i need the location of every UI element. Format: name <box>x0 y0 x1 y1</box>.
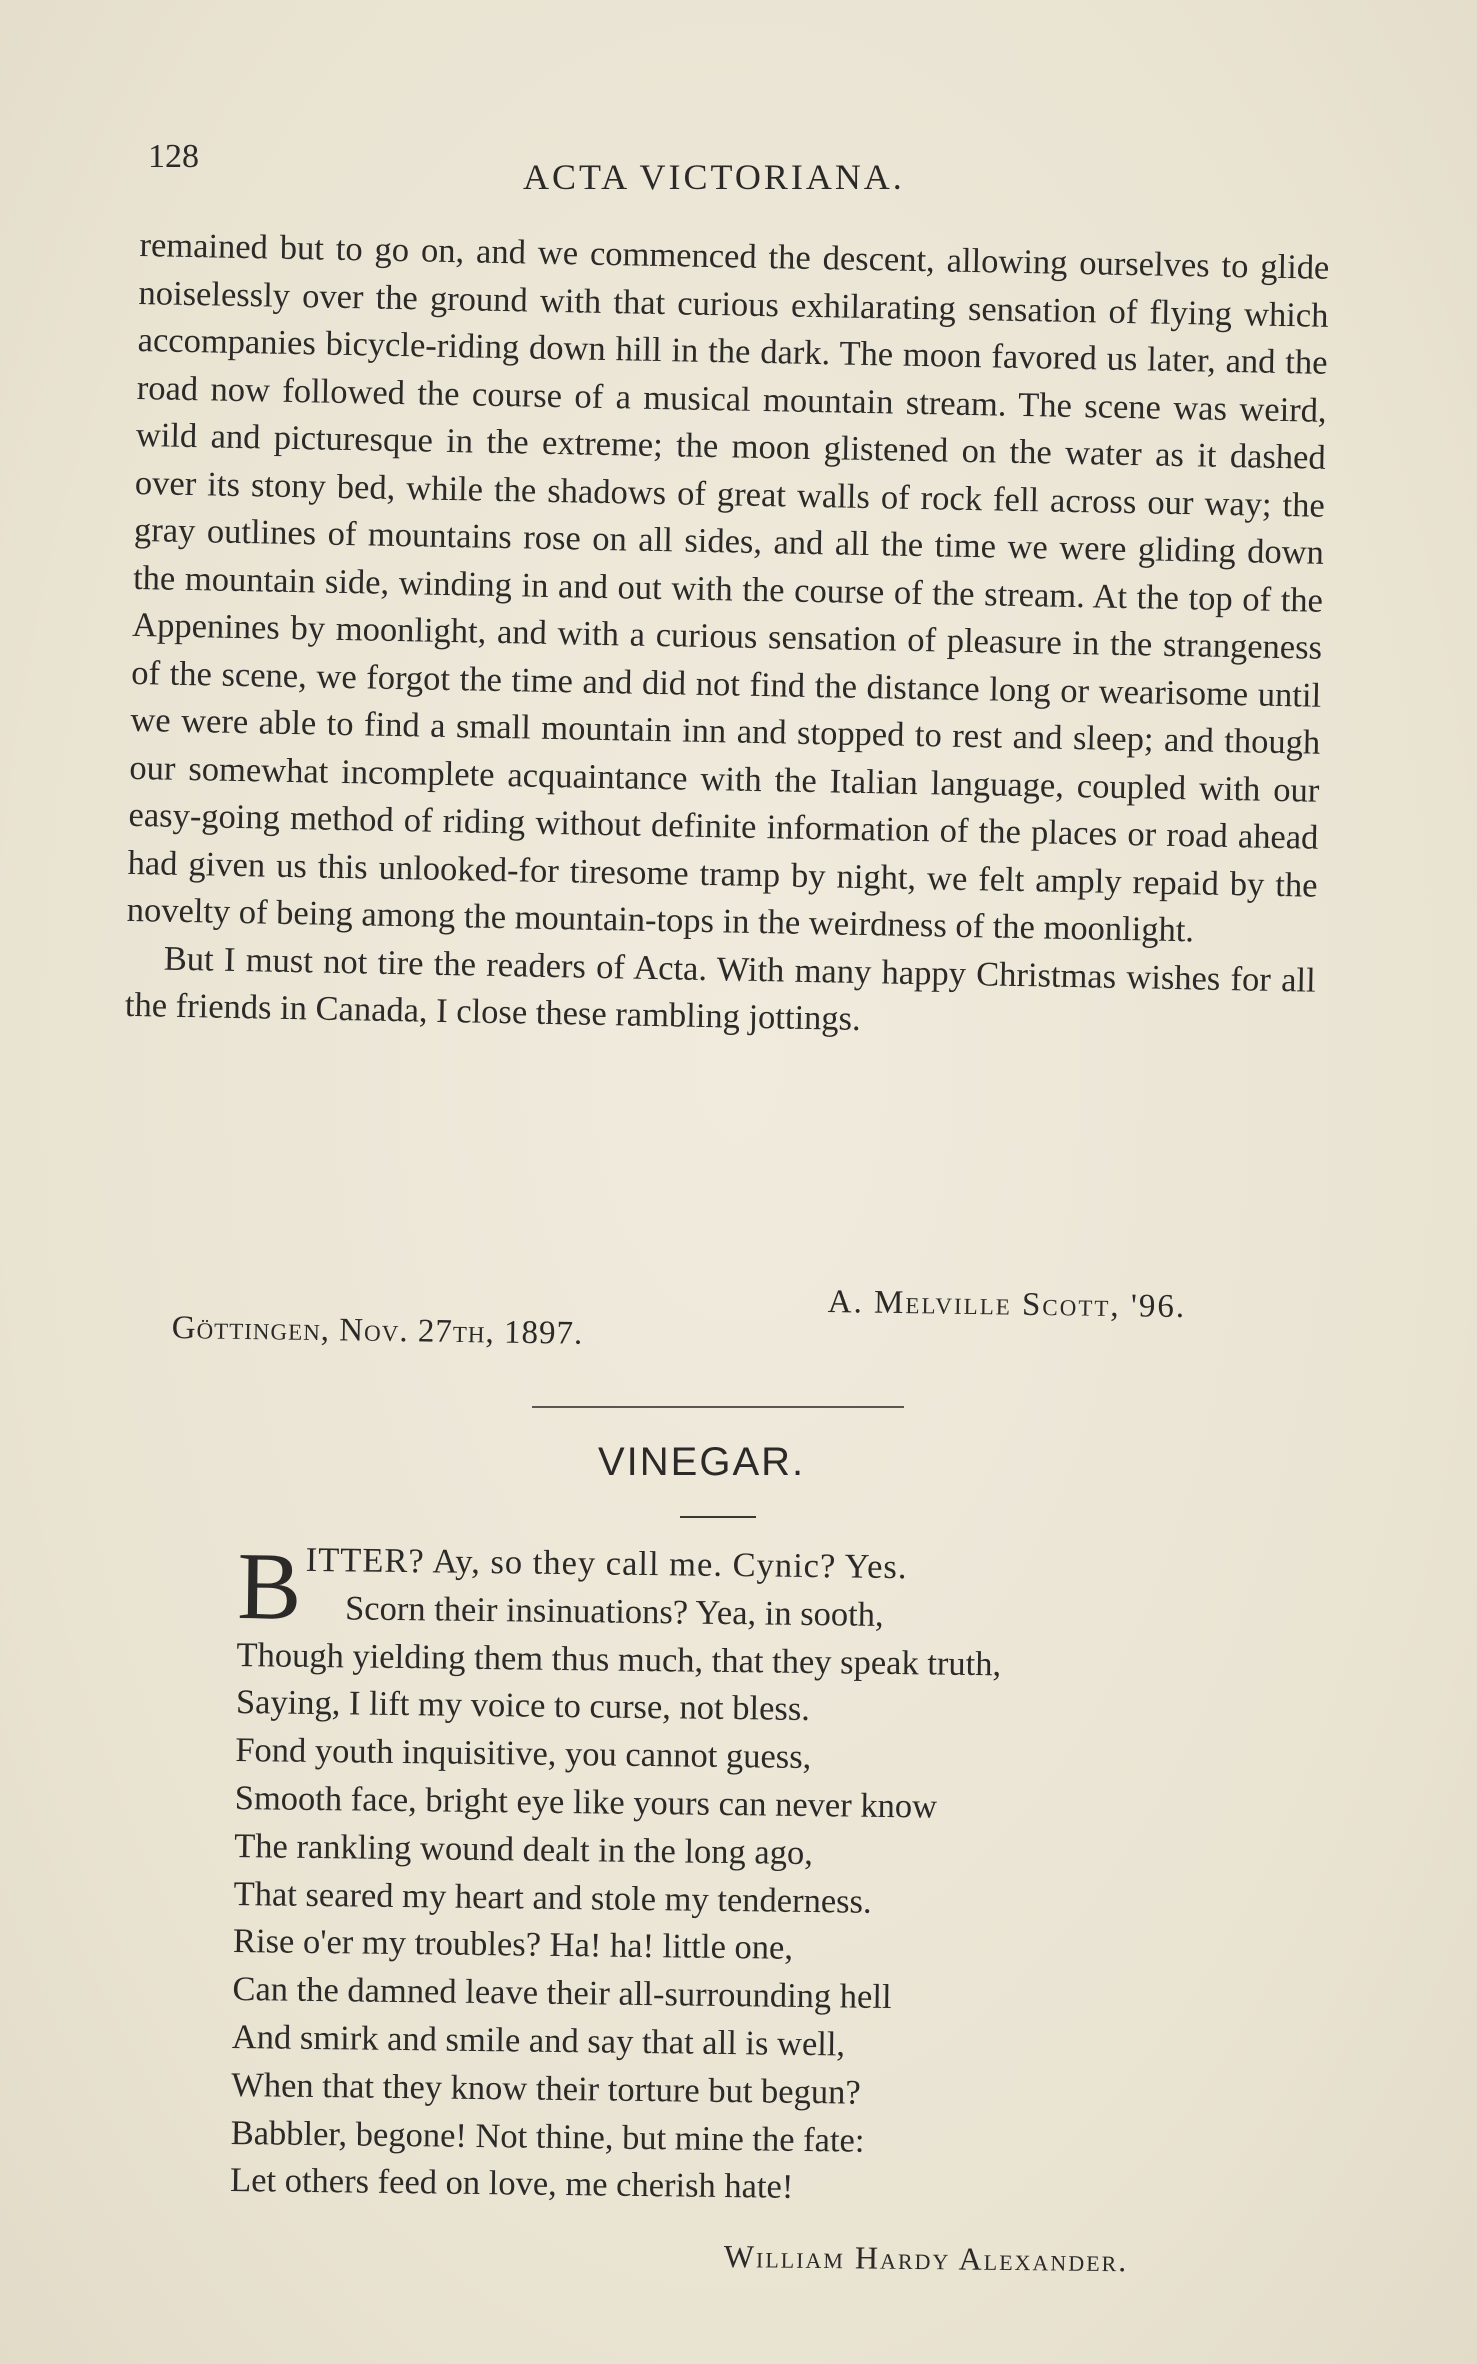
running-title: ACTA VICTORIANA. <box>523 157 905 197</box>
poem-title: VINEGAR. <box>598 1440 806 1484</box>
poem-line: When that they know their torture but begun? <box>231 2065 861 2112</box>
poem-line: Scorn their insinuations? Yea, in sooth, <box>344 1589 884 1634</box>
page-number: 128 <box>148 138 199 175</box>
letter-place-date: Göttingen, Nov. 27th, 1897. <box>171 1310 584 1352</box>
paragraph: But I must not tire the readers of Acta. With many happy Christmas wishes for all the friends in Canada, I close these rambling jottings. <box>124 939 1317 1038</box>
letter-body <box>124 222 1329 1052</box>
poem-line-text: ITTER? Ay, so they call me. Cynic? Yes. <box>305 1540 908 1587</box>
poem-line: Babbler, begone! Not thine, but mine the fate: <box>230 2113 865 2160</box>
section-divider <box>532 1406 904 1408</box>
poem-line: Can the damned leave their all-surrounding hell <box>232 1970 892 2017</box>
poem-line: That seared my heart and stole my tenderness. <box>233 1874 872 1921</box>
poem-line: Fond youth inquisitive, you cannot guess, <box>235 1731 812 1777</box>
title-underline <box>680 1516 756 1518</box>
poem-line: Smooth face, bright eye like yours can never know <box>234 1778 938 1826</box>
page-header <box>148 138 1348 198</box>
poem-line: Rise o'er my troubles? Ha! ha! little one, <box>232 1922 794 1968</box>
poem-line: And smirk and smile and say that all is well, <box>231 2017 846 2064</box>
paragraph: remained but to go on, and we commenced the descent, allowing ourselves to glide noiselessly over the ground with that curious exhilarating sensation of flying which accompanies bicycle-riding down hill in the dark. The moon favored us later, and the road now followed the course of a musical mountain stream. The scene was weird, wild and picturesque in the extreme; the moon glistened on the water as it dashed over its stony bed, while the shadows of great walls of rock fell across our way; the gray outlines of mountains rose on all sides, and all the time we were gliding down the mountain side, winding in and out with the course of the stream. At the top of the Appenines by moonlight, and with a curious sensation of pleasure in the strangeness of the scene, we forgot the time and did not find the distance long or wearisome until we were able to find a small mountain inn and stopped to rest and sleep; and though our somewhat incomplete acquaintance with the Italian language, coupled with our easy-going method of riding without definite information of the places or road ahead had given us this unlooked-for tiresome tramp by night, we felt amply repaid by the novelty of being among the mountain-tops in the weirdness of the moonlight. <box>126 225 1330 950</box>
poem-line: Though yielding them thus much, that they speak truth, <box>236 1635 1002 1683</box>
poem-line: Saying, I lift my voice to curse, not bless. <box>235 1683 811 1729</box>
poem-author: William Hardy Alexander. <box>723 2238 1129 2279</box>
drop-cap: B <box>236 1532 303 1640</box>
poem-body <box>229 1532 1298 2218</box>
poem-line: The rankling wound dealt in the long ago, <box>233 1826 814 1872</box>
letter-signature: A. Melville Scott, '96. <box>827 1284 1187 1326</box>
poem-line: Let others feed on love, me cherish hate! <box>229 2161 794 2207</box>
